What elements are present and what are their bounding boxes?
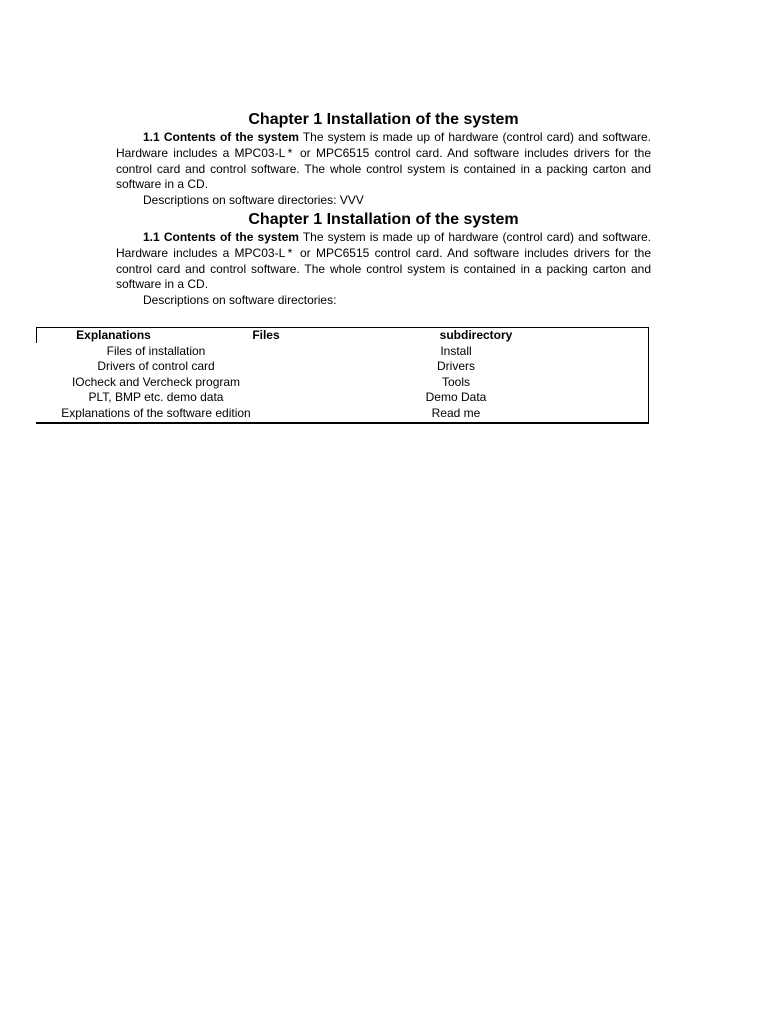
chapter-title: Chapter 1 Installation of the system [248, 111, 519, 128]
contents-paragraph [116, 230, 651, 293]
paragraph-body: The system is made up of hardware (control card) and software. Hardware includes a MPC03-L * or MPC6515 control card. And software includes drivers for the control card and control software. The whole control system is contained in a packing carton and software in a CD. [116, 230, 652, 292]
table-row [36, 406, 648, 422]
row-explanation: Explanations of the software edition [61, 405, 251, 420]
paragraph-body: The system is made up of hardware (control card) and software. Hardware includes a MPC03-L * or MPC6515 control card. And software includes drivers for the control card and control software. The whole control system is contained in a packing carton and software in a CD. [116, 130, 652, 192]
row-subdirectory: Tools [441, 374, 470, 389]
header-files: Files [252, 328, 280, 342]
table-row [36, 390, 648, 406]
row-explanation: IOcheck and Vercheck program [71, 374, 241, 389]
table-row [36, 375, 648, 391]
section-2 [116, 210, 651, 309]
directories-line: Descriptions on software directories: VVV [143, 193, 364, 208]
row-explanation: PLT, BMP etc. demo data [88, 390, 224, 405]
row-explanation: Drivers of control card [97, 359, 215, 374]
row-subdirectory: Install [440, 343, 472, 358]
chapter-title: Chapter 1 Installation of the system [248, 211, 519, 228]
section-heading: 1.1 Contents of the system [143, 130, 299, 144]
section-heading: 1.1 Contents of the system [143, 230, 299, 244]
directories-line: Descriptions on software directories: [143, 293, 337, 308]
table-row [36, 359, 648, 375]
section-1 [116, 110, 651, 209]
row-subdirectory: Read me [431, 405, 481, 420]
row-subdirectory: Drivers [437, 359, 475, 374]
row-subdirectory: Demo Data [425, 390, 487, 405]
table-header-row [36, 328, 648, 344]
contents-paragraph [116, 130, 651, 193]
table-row [36, 344, 648, 360]
header-subdirectory: subdirectory [439, 328, 513, 342]
directories-table [36, 327, 649, 424]
row-explanation: Files of installation [106, 343, 206, 358]
header-explanations: Explanations [76, 328, 151, 342]
